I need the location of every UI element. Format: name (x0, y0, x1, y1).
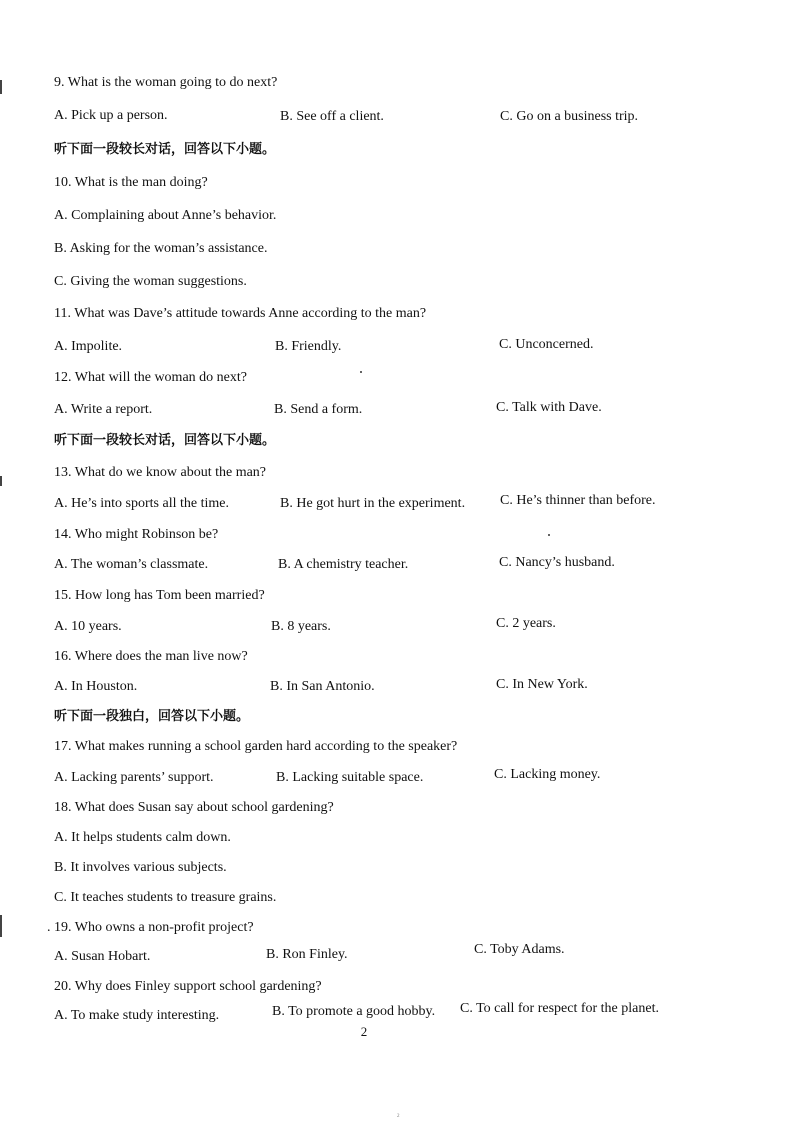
footer-mark: 2 (397, 1114, 400, 1119)
question-20-option-c: C. To call for respect for the planet. (460, 1001, 659, 1016)
question-16-option-b: B. In San Antonio. (270, 679, 375, 694)
question-14-stem: 14. Who might Robinson be? (54, 527, 219, 542)
question-17-option-b: B. Lacking suitable space. (276, 770, 424, 785)
question-20-option-a: A. To make study interesting. (54, 1008, 220, 1023)
question-9-option-c: C. Go on a business trip. (500, 109, 639, 124)
scan-speck (360, 371, 362, 373)
question-16-option-c: C. In New York. (496, 677, 588, 692)
question-16-stem: 16. Where does the man live now? (54, 649, 248, 664)
question-18-option-a: A. It helps students calm down. (54, 830, 231, 845)
question-10-option-c: C. Giving the woman suggestions. (54, 274, 247, 289)
question-9-stem: 9. What is the woman going to do next? (54, 75, 278, 90)
question-18-stem: 18. What does Susan say about school gardening? (54, 800, 334, 815)
question-9-option-b: B. See off a client. (280, 109, 384, 124)
scan-edge-mark (0, 476, 2, 486)
question-14-option-c: C. Nancy’s husband. (499, 555, 615, 570)
question-11-option-b: B. Friendly. (275, 339, 342, 354)
question-19-option-c: C. Toby Adams. (474, 942, 565, 957)
question-11-stem: 11. What was Dave’s attitude towards Anne according to the man? (54, 306, 427, 321)
section-instruction: 听下面一段较长对话，回答以下小题。 (54, 433, 276, 448)
section-instruction: 听下面一段独白，回答以下小题。 (54, 709, 250, 724)
question-19-option-a: A. Susan Hobart. (54, 949, 151, 964)
question-14-option-a: A. The woman’s classmate. (54, 557, 209, 572)
question-12-option-a: A. Write a report. (54, 402, 153, 417)
question-14-option-b: B. A chemistry teacher. (278, 557, 409, 572)
question-12-option-b: B. Send a form. (274, 402, 363, 417)
question-17-option-c: C. Lacking money. (494, 767, 601, 782)
question-13-option-c: C. He’s thinner than before. (500, 493, 656, 508)
scan-speck (548, 534, 550, 536)
question-18-option-c: C. It teaches students to treasure grains. (54, 890, 277, 905)
question-15-option-c: C. 2 years. (496, 616, 556, 631)
question-15-option-b: B. 8 years. (271, 619, 331, 634)
question-10-stem: 10. What is the man doing? (54, 175, 208, 190)
question-17-option-a: A. Lacking parents’ support. (54, 770, 214, 785)
question-11-option-a: A. Impolite. (54, 339, 123, 354)
scan-edge-mark (0, 80, 2, 94)
question-18-option-b: B. It involves various subjects. (54, 860, 227, 875)
question-15-stem: 15. How long has Tom been married? (54, 588, 265, 603)
question-20-stem: 20. Why does Finley support school gardening? (54, 979, 322, 994)
question-9-option-a: A. Pick up a person. (54, 108, 168, 123)
question-12-option-c: C. Talk with Dave. (496, 400, 602, 415)
question-16-option-a: A. In Houston. (54, 679, 138, 694)
question-13-option-a: A. He’s into sports all the time. (54, 496, 229, 511)
question-13-option-b: B. He got hurt in the experiment. (280, 496, 466, 511)
section-instruction: 听下面一段较长对话，回答以下小题。 (54, 142, 276, 157)
question-10-option-b: B. Asking for the woman’s assistance. (54, 241, 268, 256)
question-12-stem: 12. What will the woman do next? (54, 370, 247, 385)
question-17-stem: 17. What makes running a school garden hard according to the speaker? (54, 739, 458, 754)
page-number: 2 (360, 1024, 368, 1039)
scan-edge-mark (0, 915, 2, 937)
question-15-option-a: A. 10 years. (54, 619, 122, 634)
question-13-stem: 13. What do we know about the man? (54, 465, 267, 480)
question-11-option-c: C. Unconcerned. (499, 337, 594, 352)
question-19-stem: . 19. Who owns a non-profit project? (47, 920, 254, 935)
question-10-option-a: A. Complaining about Anne’s behavior. (54, 208, 277, 223)
question-20-option-b: B. To promote a good hobby. (272, 1004, 436, 1019)
question-19-option-b: B. Ron Finley. (266, 947, 348, 962)
